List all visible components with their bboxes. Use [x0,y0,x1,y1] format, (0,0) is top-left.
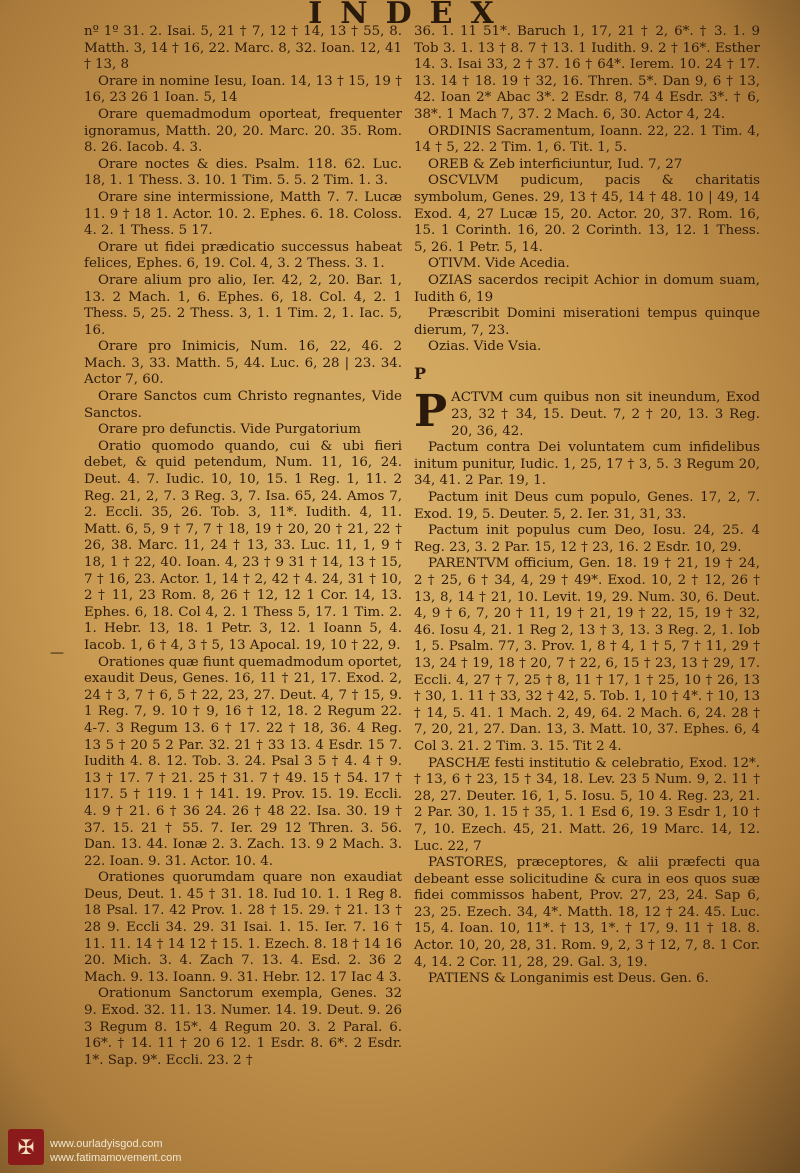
entry-text: Præscribit Domini miserationi tempus quinque dierum, 7, 23. [414,306,760,338]
entry-text: PASCHÆ festi institutio & celebratio, Exod. 12*. † 13, 6 † 23, 15 † 34, 18. Lev. 23 5 Num. 9, 2. 11 † 28, 27. Deuter. 16, 1, 5. Iosu. 5, 10 4. Reg. 23, 21. 2 Par. 30, 1. 15 † 35, 1. 1 Esd 6, 19. 3 Esdr 1, 10 † 7, 10. Ezech. 45, 21. Matt. 26, 19 Marc. 14, 12. Luc. 22, 7 [414,755,760,854]
index-entry [414,273,760,306]
entry-text: Orare pro Inimicis, Num. 16, 22, 46. 2 Mach. 3, 33. Matth. 5, 44. Luc. 6, 28 | 23. 34. Actor 7, 60. [84,339,402,388]
entry-text: PATIENS & Longanimis est Deus. Gen. 6. [428,971,709,987]
index-entry [84,107,402,157]
right-column [414,24,760,988]
entry-text: Orare noctes & dies. Psalm. 118. 62. Luc. 18, 1. 1 Thess. 3. 10. 1 Tim. 5. 5. 2 Tim. 1. 3. [84,156,402,189]
index-entry [414,440,760,490]
index-entry [414,756,760,856]
entry-text: Orare pro defunctis. Vide Purgatorium [98,422,361,438]
index-entry [414,124,760,157]
index-entry [414,523,760,556]
entry-text: Orationes quæ fiunt quemadmodum oportet, exaudit Deus, Genes. 16, 11 † 21, 17. Exod. 2, 24 † 3, 7 † 6, 5 † 22, 23, 27. Deut. 4, 7 † 15, 9. 1 Reg. 7, 9. 10 † 9, 16 † 12, 18. 2 Regum 22. 4-7. 3 Regum 13. 6 † 17. 22 † 18, 36. 4 Reg. 13 5 † 20 5 2 Par. 32. 21 † 33 13. 4 Esdr. 15 7. Iudith 4. 8. 12. Tob. 3. 24. Psal 3 5 † 4. 4 † 9. 13 † 17. 7 † 21. 25 † 31. 7 † 49. 15 † 54. 17 † 117. 5 † 119. 1 † 141. 19. Prov. 15. 19. Eccli. 4. 9 † 21. 6 † 36 24. 26 † 48 22. Isa. 30. 19 † 37. 15. 21 † 55. 7. Ier. 29 12 Thren. 3. 56. Dan. 13. 44. Ionæ 2. 3. Zach. 13. 9 2 Mach. 3. 22. Ioan. 9. 31. Actor. 10. 4. [84,654,402,869]
entry-text: PARENTVM officium, Gen. 18. 19 † 21, 19 † 24, 2 † 25, 6 † 34, 4, 29 † 49*. Exod. 10, 2 † 12, 26 † 13, 8, 14 † 21, 10. Levit. 19, 29. Num. 30, 6. Deut. 4, 9 † 6, 7, 20 † 11, 19 † 21, 19 † 22, 15, 19 † 32, 46. Iosu 4, 21. 1 Reg 2, 13 † 3, 13. 3 Reg. 2, 1. Iob 1, 5. Psalm. 77, 3. Prov. 1, 8 † 4, 1 † 5, 7 † 11, 29 † 13, 24 † 19, 18 † 20, 7 † 22, 6, 15 † 23, 13 † 29, 17. Eccli. 4, 27 † 7, 25 † 8, 11 † 17, 1 † 25, 10 † 26, 13 † 30, 1. 11 † 33, 32 † 42, 5. Tob. 1, 10 † 4*. † 10, 13 † 14, 5. 41. 1 Mach. 2, 49, 64. 2 Mach. 6, 24. 28 † 7, 20, 21, 27. Dan. 13, 3. Matt. 10, 37. Ephes. 6, 4 Col 3. 21. 2 Tim. 3. 15. Tit 2 4. [414,556,760,754]
index-entry [84,986,402,1069]
index-entry [414,971,760,988]
index-entry [414,256,760,273]
section-letter: P [414,363,427,383]
entry-text: Orationum Sanctorum exempla, Genes. 32 9. Exod. 32. 11. 13. Numer. 14. 19. Deut. 9. 26 3 Regum 8. 15*. 4 Regum 20. 3. 2 Paral. 6. 16*. † 14. 11 † 20 6 12. 1 Esdr. 8. 6*. 2 Esdr. 1*. Sap. 9*. Eccli. 23. 2 † [84,986,402,1068]
footer-url-1[interactable]: www.ourladyisgod.com [50,1138,163,1150]
index-entry [414,556,760,755]
entry-text: Pactum init Deus cum populo, Genes. 17, 2, 7. Exod. 19, 5. Deuter. 5, 2. Ier. 31, 31, 33. [414,490,760,522]
margin-mark: — [50,645,64,661]
entry-text: Orare quemadmodum oporteat, frequenter ignoramus, Matth. 20, 20. Marc. 20. 35. Rom. 8. 26. Iacob. 4. 3. [84,106,402,156]
index-entry [414,855,760,971]
index-entry [84,389,402,422]
index-entry [84,273,402,339]
right-entries [414,24,760,356]
index-entry [84,439,402,655]
index-entry [84,190,402,240]
entry-text: Orare sine intermissione, Matth 7. 7. Lucæ 11. 9 † 18 1. Actor. 10. 2. Ephes. 6. 18. Coloss. 4. 2. 1 Thess. 5 17. [84,189,402,239]
index-entry [414,306,760,339]
index-entry [84,24,402,74]
page-header: INDEX [308,0,512,31]
entry-text: nº 1º 31. 2. Isai. 5, 21 † 7, 12 † 14, 13 † 55, 8. Matth. 3, 14 † 16, 22. Marc. 8, 32. Ioan. 12, 41 † 13, 8 [84,24,402,73]
entry-text: Oratio quomodo quando, cui & ubi fieri debet, & quid petendum, Num. 11, 16, 24. Deut. 4. 7. Iudic. 10, 10, 15. 1 Reg. 1, 11. 2 Reg. 21, 2, 7. 3 Reg. 3, 7. Isa. 65, 24. Amos 7, 2. Eccli. 35, 26. Tob. 3, 11*. Iudith. 4, 11. Matt. 6, 5, 9 † 7, 7 † 18, 19 † 20, 20 † 21, 22 † 26, 38. Marc. 11, 24 † 13, 33. Luc. 11, 1, 9 † 18, 1 † 22, 40. Ioan. 4, 23 † 9 31 † 14, 13 † 15, 7 † 16, 23. Actor. 1, 14 † 2, 42 † 4. 24, 31 † 10, 2 † 11, 23 Rom. 8, 26 † 12, 12 1 Cor. 14, 13. Ephes. 6, 18. Col 4, 2. 1 Thess 5, 17. 1 Tim. 2. 1. Hebr. 13, 18. 1 Petr. 3, 12. 1 Ioann 5, 4. Iacob. 1, 6 † 4, 3 † 5, 13 Apocal. 19, 10 † 22, 9. [84,438,402,653]
entry-text: Orare Sanctos cum Christo regnantes, Vide Sanctos. [84,389,402,421]
index-entry [84,240,402,273]
index-entry [84,339,402,389]
index-entry [414,24,760,124]
index-entry [414,339,760,356]
index-entry [414,386,760,440]
entry-text: Orare ut fidei prædicatio successus habeat felices, Ephes. 6, 19. Col. 4, 3. 2 Thess. 3. 1. [84,239,402,272]
entry-text: OSCVLVM pudicum, pacis & charitatis symbolum, Genes. 29, 13 † 45, 14 † 48. 10 | 49, 14 Exod. 4, 27 Lucæ 15, 20. Actor. 20, 37. Rom. 16, 15. 1 Corinth. 16, 20. 2 Corinth. 13, 12. 1 Thess. 5, 26. 1 Petr. 5, 14. [414,173,760,255]
entry-text: Ozias. Vide Vsia. [428,339,542,355]
watermark-logo-icon: ✠ [8,1129,44,1165]
index-entry [84,157,402,190]
entry-text: Orationes quorumdam quare non exaudiat Deus, Deut. 1. 45 † 31. 18. Iud 10. 1. 1 Reg 8. 18 Psal. 17. 42 Prov. 1. 28 † 15. 29. † 21. 13 † 28 9. Eccli 34. 29. 31 Isai. 1. 15. Ier. 7. 16 † 11. 11. 14 † 14 12 † 15. 1. Ezech. 8. 18 † 14 16 20. Mich. 3. 4. Zach 7. 13. 4. Esd. 2. 36 2 Mach. 9. 13. Ioann. 9. 31. Hebr. 12. 17 Iac 4 3. [84,870,402,985]
entry-text: OTIVM. Vide Acedia. [428,256,570,272]
entry-text: OREB & Zeb interficiuntur, Iud. 7, 27 [428,156,683,172]
index-entry [414,490,760,523]
footer-url-2[interactable]: www.fatimamovement.com [50,1152,182,1164]
left-column [84,24,402,1069]
index-entry [414,173,760,256]
entry-text: 36. 1. 11 51*. Baruch 1, 17, 21 † 2, 6*. † 3. 1. 9 Tob 3. 1. 13 † 8. 7 † 13. 1 Iudith. 9. 2 † 16*. Esther 14. 3. Isai 33, 2 † 37. 16 † 64*. Ierem. 10. 24 † 17. 13. 14 † 18. 19 † 32, 16. Thren. 5*. Dan 9, 6 † 13, 42. Ioan 2* Abac 3*. 2 Esdr. 8, 74 4 Esdr. 3*. † 6, 38*. 1 Mach 7, 37. 2 Mach. 6, 30. Actor 4, 24. [414,24,760,122]
footer-urls [50,1137,181,1165]
index-entry [84,422,402,439]
index-entry [84,870,402,986]
drop-cap: P [414,386,448,438]
index-entry [414,157,760,174]
entry-text: ORDINIS Sacramentum, Ioann. 22, 22. 1 Tim. 4, 14 † 5, 22. 2 Tim. 1, 6. Tit. 1, 5. [414,123,760,156]
entry-text: Pactum init populus cum Deo, Iosu. 24, 25. 4 Reg. 23, 3. 2 Par. 15, 12 † 23, 16. 2 Esdr. 10, 29. [414,523,760,555]
p-section [414,386,760,987]
entry-text: PASTORES, præceptores, & alii præfecti qua debeant esse solicitudine & cura in eos quos suæ fidei commissos habent, Prov. 27, 23, 24. Sap 6, 23, 25. Ezech. 34, 4*. Matth. 18, 12 † 24. 45. Luc. 15, 4. Ioan. 10, 11*. † 13, 1*. † 17, 9. 11 † 18. 8. Actor. 10, 20, 28, 31. Rom. 9, 2, 3 † 12, 7, 8. 1 Cor. 4, 14. 2 Cor. 11, 28, 29. Gal. 3, 19. [414,855,760,970]
entry-text: ACTVM cum quibus non sit ineundum, Exod 23, 32 † 34, 15. Deut. 7, 2 † 20, 13. 3 Reg. 20, 36, 42. [451,390,760,439]
index-entry [84,74,402,107]
entry-text: OZIAS sacerdos recipit Achior in domum suam, Iudith 6, 19 [414,272,760,305]
entry-text: Pactum contra Dei voluntatem cum infidelibus initum punitur, Iudic. 1, 25, 17 † 3, 5. 3 Regum 20, 34, 41. 2 Par. 19, 1. [414,440,760,489]
entry-text: Orare in nomine Iesu, Ioan. 14, 13 † 15, 19 † 16, 23 26 1 Ioan. 5, 14 [84,73,402,106]
index-entry [84,655,402,871]
entry-text: Orare alium pro alio, Ier. 42, 2, 20. Bar. 1, 13. 2 Mach. 1, 6. Ephes. 6, 18. Col. 4, 2. 1 Thess. 5, 25. 2 Thess. 3, 1. 1 Tim. 2, 1. Iac. 5, 16. [84,272,402,338]
